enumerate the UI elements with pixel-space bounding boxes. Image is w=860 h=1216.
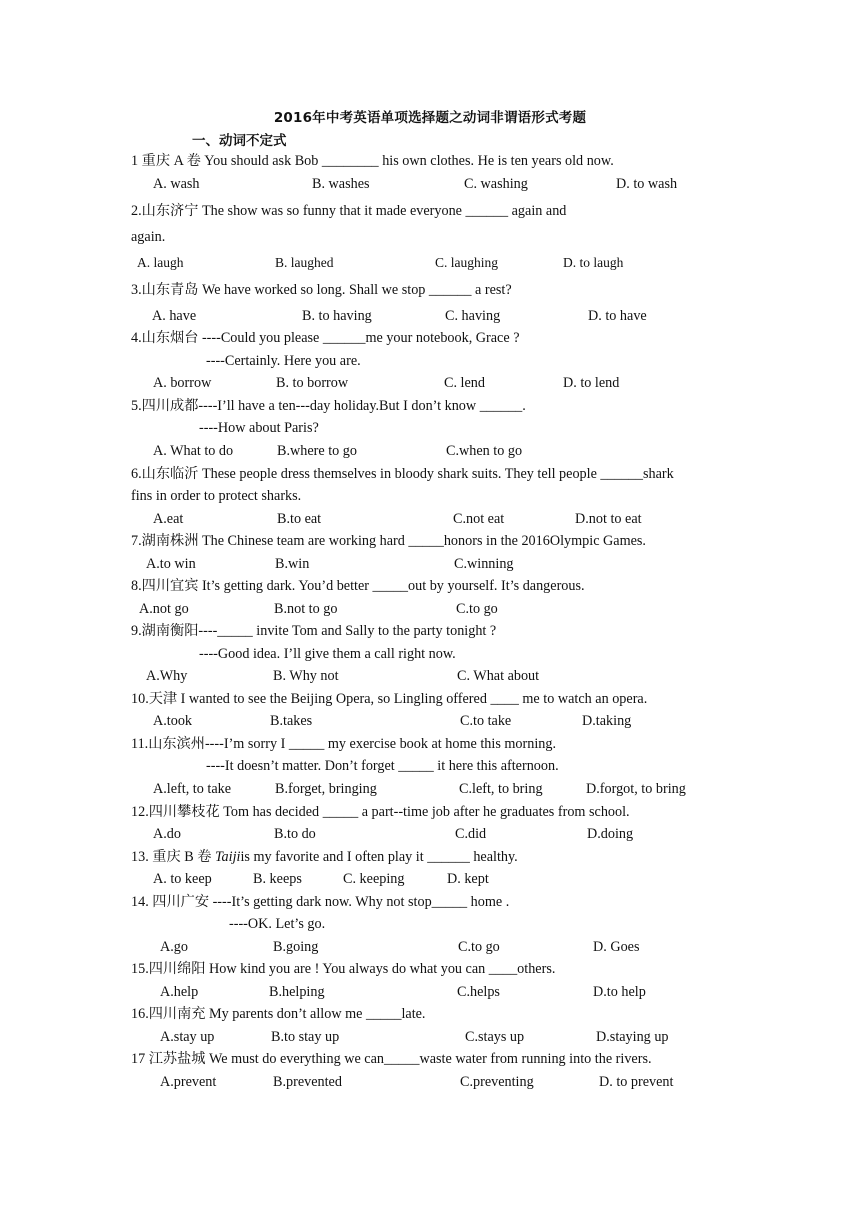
q17-option-a: A.prevent — [160, 1074, 217, 1090]
q8-option-b: B.not to go — [274, 601, 338, 617]
q2-option-d: D. to laugh — [563, 255, 624, 270]
question-13-rest: is my favorite and I often play it ______ healthy. — [240, 849, 518, 865]
q9-option-b: B. Why not — [273, 668, 339, 684]
q9-option-c: C. What about — [457, 668, 540, 684]
q10-option-a: A.took — [153, 713, 193, 729]
q1-option-b: B. washes — [312, 176, 370, 192]
q1-option-c: C. washing — [464, 176, 528, 192]
q12-option-d: D.doing — [587, 826, 634, 842]
q15-option-d: D.to help — [593, 984, 646, 1000]
question-9: 9.湖南衡阳----_____ invite Tom and Sally to the party tonight ? — [131, 623, 497, 639]
q2-option-b: B. laughed — [275, 255, 334, 270]
page-title: 2016年中考英语单项选择题之动词非谓语形式考题 — [273, 110, 587, 126]
q10-option-d: D.taking — [582, 713, 632, 729]
q3-option-b: B. to having — [302, 308, 372, 324]
q17-option-c: C.preventing — [460, 1074, 534, 1090]
question-9-reply: ----Good idea. I’ll give them a call right now. — [199, 646, 456, 662]
q13-option-b: B. keeps — [253, 871, 302, 887]
q6-option-c: C.not eat — [453, 511, 505, 527]
question-12: 12.四川攀枝花 Tom has decided _____ a part--time job after he graduates from school. — [131, 804, 630, 820]
q14-option-b: B.going — [273, 939, 319, 955]
question-10: 10.天津 I wanted to see the Beijing Opera, so Lingling offered ____ me to watch an opera. — [131, 691, 648, 707]
question-2-cont: again. — [131, 229, 166, 245]
q8-option-a: A.not go — [139, 601, 189, 617]
q17-option-b: B.prevented — [273, 1074, 342, 1090]
q15-option-b: B.helping — [269, 984, 325, 1000]
q11-option-d: D.forgot, to bring — [586, 781, 686, 797]
question-4-reply: ----Certainly. Here you are. — [206, 353, 361, 369]
question-4: 4.山东烟台 ----Could you please ______me your notebook, Grace ? — [131, 330, 520, 346]
q4-option-c: C. lend — [444, 375, 485, 391]
q15-option-c: C.helps — [457, 984, 500, 1000]
question-8: 8.四川宜宾 It’s getting dark. You’d better _____out by yourself. It’s dangerous. — [131, 578, 585, 594]
q6-option-d: D.not to eat — [575, 511, 642, 527]
q4-option-d: D. to lend — [563, 375, 620, 391]
q10-option-b: B.takes — [270, 713, 313, 729]
q1-option-a: A. wash — [153, 176, 200, 192]
q5-option-a: A. What to do — [153, 443, 234, 459]
question-6: 6.山东临沂 These people dress themselves in bloody shark suits. They tell people ______shark — [131, 466, 674, 482]
q12-option-b: B.to do — [274, 826, 316, 842]
question-17: 17 江苏盐城 We must do everything we can_____waste water from running into the rivers. — [131, 1051, 652, 1067]
q11-option-c: C.left, to bring — [459, 781, 543, 797]
q14-option-d: D. Goes — [593, 939, 640, 955]
q14-option-a: A.go — [160, 939, 188, 955]
question-5: 5.四川成都----I’ll have a ten---day holiday.But I don’t know ______. — [131, 398, 526, 414]
q16-option-b: B.to stay up — [271, 1029, 340, 1045]
q4-option-a: A. borrow — [153, 375, 212, 391]
question-15: 15.四川绵阳 How kind you are ! You always do what you can ____others. — [131, 961, 556, 977]
question-13-italic-term: Taiji — [214, 849, 241, 865]
section-heading: 一、动词不定式 — [192, 133, 287, 149]
question-13 — [131, 848, 518, 866]
q4-option-b: B. to borrow — [276, 375, 349, 391]
q16-option-d: D.staying up — [596, 1029, 669, 1045]
q13-option-c: C. keeping — [343, 871, 405, 887]
q3-option-a: A. have — [152, 308, 197, 324]
question-14: 14. 四川广安 ----It’s getting dark now. Why not stop_____ home . — [131, 894, 510, 910]
question-11: 11.山东滨州----I’m sorry I _____ my exercise book at home this morning. — [131, 736, 557, 752]
q15-option-a: A.help — [160, 984, 199, 1000]
q17-option-d: D. to prevent — [599, 1074, 674, 1090]
q13-option-a: A. to keep — [153, 871, 212, 887]
question-1: 1 重庆 A 卷 You should ask Bob ________ his own clothes. He is ten years old now. — [131, 153, 614, 169]
q3-option-d: D. to have — [588, 308, 647, 324]
q11-option-a: A.left, to take — [153, 781, 232, 797]
question-6-cont: fins in order to protect sharks. — [131, 488, 302, 504]
question-5-reply: ----How about Paris? — [199, 420, 319, 436]
question-16: 16.四川南充 My parents don’t allow me _____late. — [131, 1006, 426, 1022]
q6-option-b: B.to eat — [277, 511, 322, 527]
question-3: 3.山东青岛 We have worked so long. Shall we stop ______ a rest? — [131, 282, 512, 298]
q1-option-d: D. to wash — [616, 176, 678, 192]
q5-option-b: B.where to go — [277, 443, 357, 459]
q7-option-b: B.win — [275, 556, 310, 572]
question-11-reply: ----It doesn’t matter. Don’t forget _____ it here this afternoon. — [206, 758, 559, 774]
question-2: 2.山东济宁 The show was so funny that it made everyone ______ again and — [131, 203, 567, 219]
question-7: 7.湖南株洲 The Chinese team are working hard _____honors in the 2016Olympic Games. — [131, 533, 646, 549]
q12-option-a: A.do — [153, 826, 181, 842]
q13-option-d: D. kept — [447, 871, 489, 887]
q10-option-c: C.to take — [460, 713, 512, 729]
q2-option-c: C. laughing — [435, 255, 498, 270]
question-13-prefix: 13. 重庆 B 卷 — [131, 849, 215, 865]
q9-option-a: A.Why — [146, 668, 188, 684]
q8-option-c: C.to go — [456, 601, 498, 617]
q12-option-c: C.did — [455, 826, 487, 842]
q14-option-c: C.to go — [458, 939, 500, 955]
q5-option-c: C.when to go — [446, 443, 523, 459]
q7-option-c: C.winning — [454, 556, 514, 572]
q3-option-c: C. having — [445, 308, 501, 324]
q16-option-c: C.stays up — [465, 1029, 525, 1045]
q11-option-b: B.forget, bringing — [275, 781, 377, 797]
q2-option-a: A. laugh — [137, 255, 184, 270]
question-14-reply: ----OK. Let’s go. — [229, 916, 326, 932]
q16-option-a: A.stay up — [160, 1029, 215, 1045]
q6-option-a: A.eat — [153, 511, 184, 527]
q7-option-a: A.to win — [146, 556, 196, 572]
